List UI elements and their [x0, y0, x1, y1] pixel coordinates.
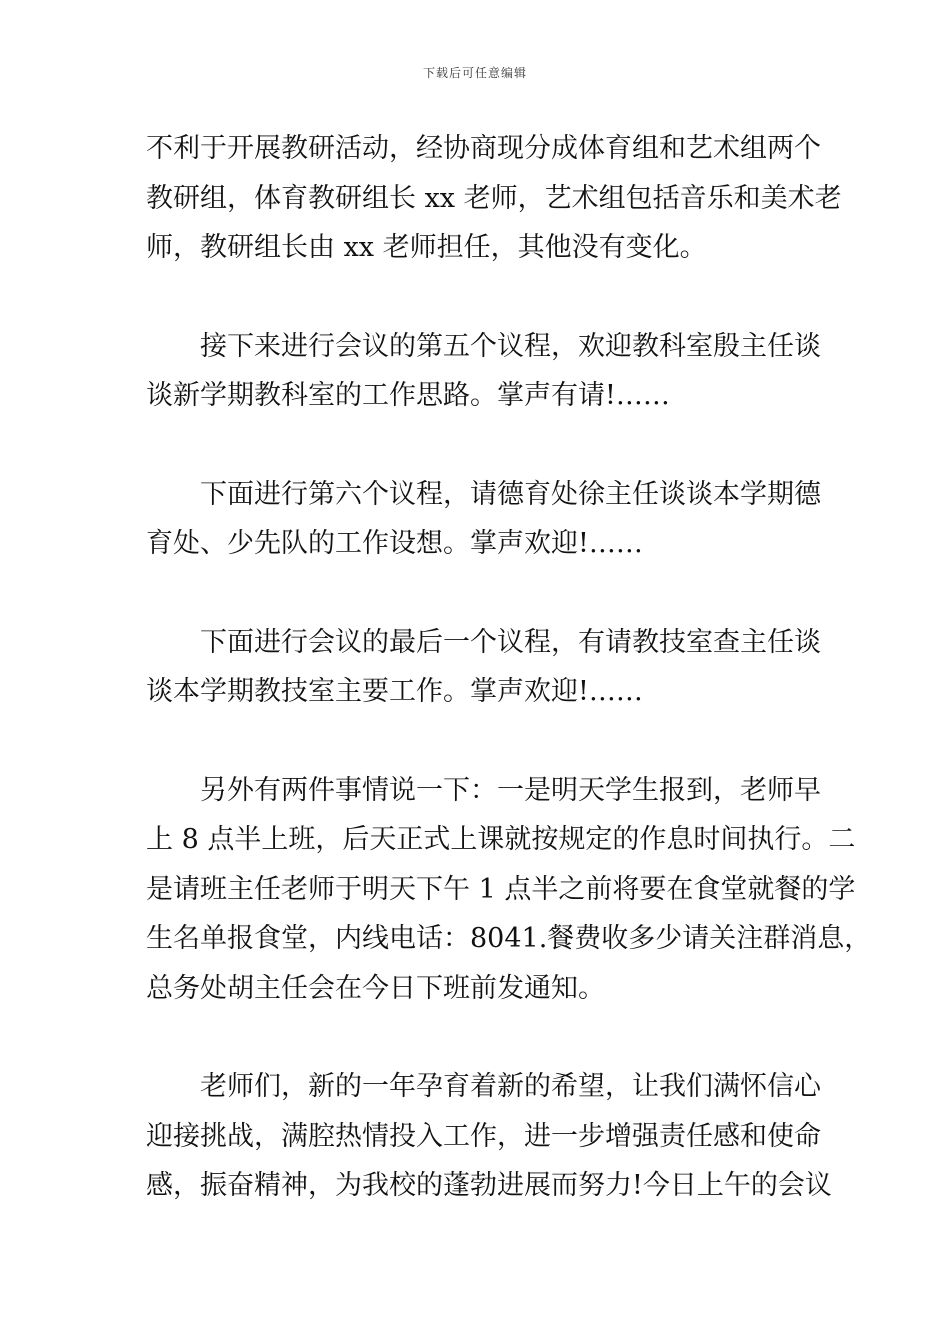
text-line: 下面进行会议的最后一个议程，有请教技室查主任谈: [200, 626, 821, 658]
paragraph-5: [146, 766, 872, 1014]
paragraph-4: [146, 618, 826, 717]
document-body: [146, 124, 872, 1211]
paragraph-6: [146, 1062, 832, 1211]
text-line: 师，教研组长由 xx 老师担任，其他没有变化。: [146, 232, 707, 263]
text-line: 迎接挑战，满腔热情投入工作，进一步增强责任感和使命: [146, 1120, 821, 1152]
text-line: 上 8 点半上班，后天正式上课就按规定的作息时间执行。二: [146, 824, 856, 855]
text-line: 下面进行第六个议程，请德育处徐主任谈谈本学期德: [200, 478, 821, 510]
text-line: 不利于开展教研活动，经协商现分成体育组和艺术组两个: [146, 133, 821, 164]
text-line: 谈本学期教技室主要工作。掌声欢迎!……: [146, 676, 643, 707]
text-line: 接下来进行会议的第五个议程，欢迎教科室殷主任谈: [200, 330, 821, 362]
text-line: 生名单报食堂，内线电话：8041.餐费收多少请关注群消息，: [146, 923, 872, 954]
text-line: 育处、少先队的工作设想。掌声欢迎!……: [146, 528, 643, 559]
text-line: 谈新学期教科室的工作思路。掌声有请!……: [146, 380, 670, 411]
paragraph-1: [146, 124, 842, 273]
text-line: 另外有两件事情说一下：一是明天学生报到，老师早: [200, 774, 821, 806]
text-line: 老师们，新的一年孕育着新的希望，让我们满怀信心: [200, 1071, 821, 1102]
text-line: 总务处胡主任会在今日下班前发通知。: [146, 972, 605, 1004]
paragraph-2: [146, 322, 826, 421]
text-line: 是请班主任老师于明天下午 1 点半之前将要在食堂就餐的学: [146, 873, 856, 905]
page-header: 下载后可任意编辑: [422, 66, 527, 80]
text-line: 感，振奋精神，为我校的蓬勃进展而努力!今日上午的会议: [146, 1170, 832, 1201]
paragraph-3: [146, 470, 826, 569]
text-line: 教研组，体育教研组长 xx 老师，艺术组包括音乐和美术老: [146, 182, 842, 214]
